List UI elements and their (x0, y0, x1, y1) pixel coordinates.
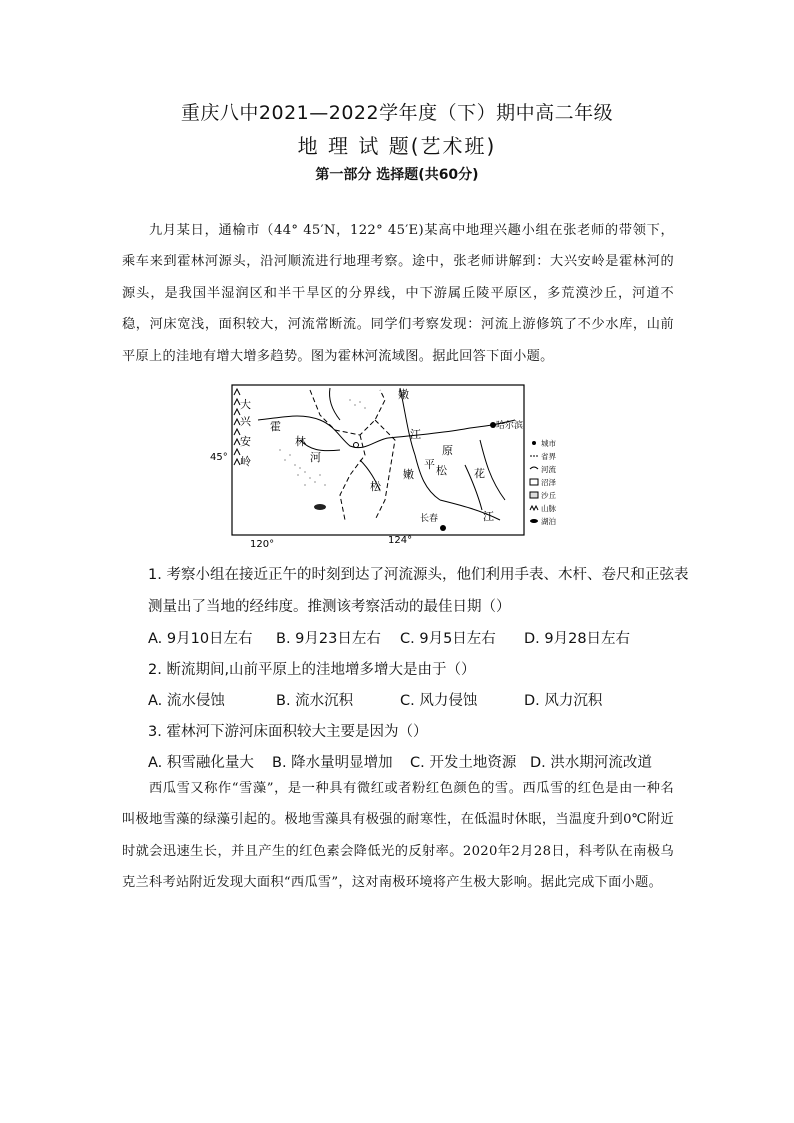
question-1-option-a[interactable]: A. 9月10日左右 (148, 631, 253, 647)
city-marker-tongyu (354, 443, 359, 448)
label-jiang: 江 (410, 428, 421, 441)
question-3-option-a[interactable]: A. 积雪融化量大 (148, 755, 254, 771)
exam-subtitle: 地 理 试 题(艺术班) (297, 134, 497, 158)
exam-title: 重庆八中2021—2022学年度（下）期中高二年级 (180, 102, 614, 124)
legend-river: 河流 (541, 465, 556, 474)
label-song: 松 (370, 480, 381, 493)
question-1-option-b[interactable]: B. 9月23日左右 (276, 631, 381, 647)
mountain-char-3: 安 (240, 435, 251, 448)
question-2-option-b[interactable]: B. 流水沉积 (276, 693, 354, 709)
mountain-char-2: 兴 (240, 415, 251, 428)
passage-1: 九月某日，通榆市（44° 45′N，122° 45′E)某高中地理兴趣小组在张老师的带领下，乘车来到霍林河源头，沿河顺流进行地理考察。途中，张老师讲解到：大兴安岭是霍林河的源头，是我国半湿润区和半干旱区的分界线，中下游属丘陵平原区，多荒漠沙丘，河道不稳，河床宽浅，面积较大，河流常断流。同学们考察发现：河流上游修筑了不少水库，山前平原上的洼地有增大增多趋势。图为霍林河流域图。据此回答下面小题。 (122, 223, 674, 364)
question-3-option-d[interactable]: D. 洪水期河流改道 (530, 755, 652, 771)
city-label-changchun: 长春 (420, 514, 439, 524)
mountain-char-1: 大 (240, 398, 251, 411)
label-hua: 花 (474, 467, 485, 480)
label-nen-mid: 嫩 (403, 468, 414, 481)
question-1-option-d[interactable]: D. 9月28日左右 (524, 631, 631, 647)
passage-2: 西瓜雪又称作“雪藻”，是一种具有微红或者粉红色颜色的雪。西瓜雪的红色是由一种名叫极地雪藻的绿藻引起的。极地雪藻具有极强的耐寒性，在低温时休眠，当温度升到0℃附近时就会迅速生长，并且产生的红色素会降低光的反射率。2020年2月28日，科考队在南极乌克兰科考站附近发现大面积“西瓜雪”，这对南极环境将产生极大影响。据此完成下面小题。 (122, 781, 674, 891)
sand-dune-areas (279, 399, 366, 486)
question-1-stem-line-2: 测量出了当地的经纬度。推测该考察活动的最佳日期（） (148, 599, 511, 615)
question-1-option-c[interactable]: C. 9月5日左右 (400, 631, 496, 647)
label-nen-top: 嫩 (398, 388, 409, 401)
lake (314, 504, 326, 510)
question-3-option-c[interactable]: C. 开发土地资源 (410, 755, 517, 771)
lat-label: 45° (210, 452, 228, 463)
label-huo: 霍 (270, 420, 281, 433)
lon-label-120: 120° (250, 539, 275, 550)
legend-city: 城市 (541, 439, 556, 448)
label-he: 河 (310, 451, 321, 464)
question-3-option-b[interactable]: B. 降水量明显增加 (272, 755, 393, 771)
map-legend (530, 438, 556, 526)
label-song2: 松 (436, 464, 447, 477)
provincial-boundary (310, 390, 395, 520)
question-2-option-d[interactable]: D. 风力沉积 (524, 693, 603, 709)
legend-dune: 沙丘 (541, 491, 556, 500)
city-label-harbin: 哈尔滨 (496, 421, 524, 431)
legend-mountain: 山脉 (541, 504, 556, 513)
mountain-char-4: 岭 (240, 455, 251, 468)
question-3-stem: 3. 霍林河下游河床面积较大主要是因为（） (148, 724, 428, 740)
map-frame (232, 385, 524, 535)
lon-label-124: 124° (388, 535, 413, 546)
huolin-river-map (210, 380, 585, 550)
question-2-option-c[interactable]: C. 风力侵蚀 (400, 693, 478, 709)
label-lin: 林 (295, 435, 306, 448)
question-1-stem-line-1: 1. 考察小组在接近正午的时刻到达了河流源头，他们利用手表、木杆、卷尺和正弦表 (148, 567, 689, 583)
rivers (258, 388, 515, 520)
legend-marsh: 沼泽 (541, 478, 556, 487)
question-2-stem: 2. 断流期间,山前平原上的洼地增多增大是由于（） (148, 662, 476, 678)
label-ping: 平 (424, 458, 435, 471)
section-heading: 第一部分 选择题(共60分) (315, 167, 479, 183)
label-jiang2: 江 (483, 510, 494, 523)
legend-lake: 湖泊 (541, 517, 556, 526)
label-yuan: 原 (442, 444, 453, 457)
question-2-option-a[interactable]: A. 流水侵蚀 (148, 693, 225, 709)
legend-boundary: 省界 (541, 452, 556, 461)
river-nen (400, 388, 440, 500)
city-marker-changchun (440, 525, 446, 531)
